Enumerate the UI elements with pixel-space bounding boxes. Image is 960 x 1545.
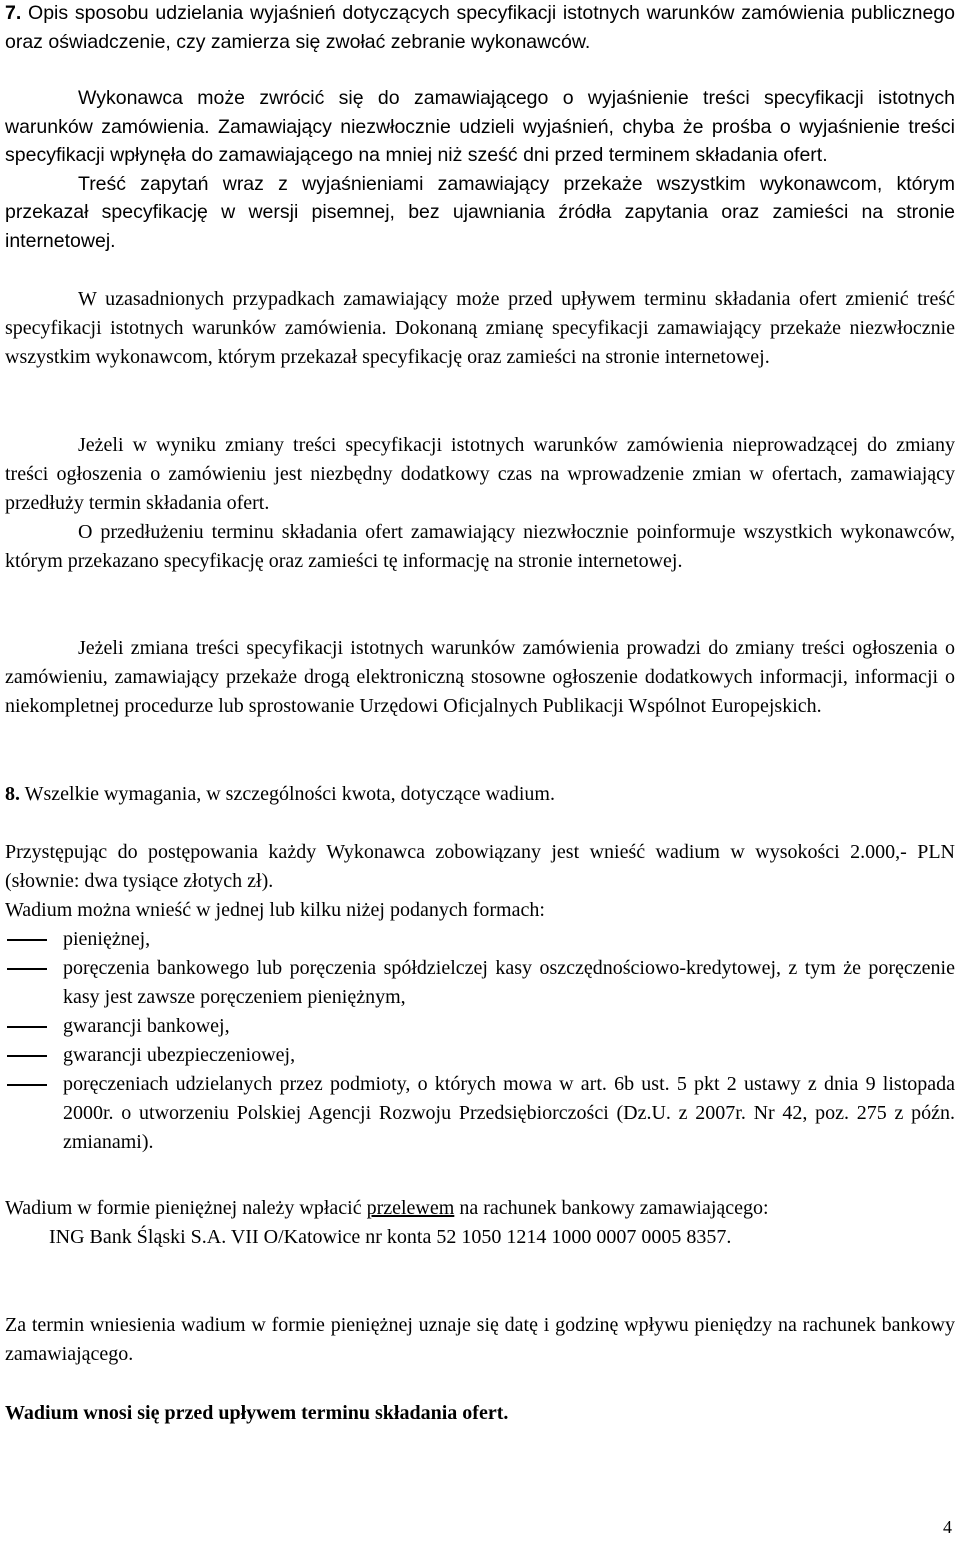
paragraph-text: Zamawiający niezwłocznie udzieli wyjaśnień, chyba że prośba o wyjaśnienie treści specyfikacji wpłynęła do zamawiającego na mniej niż sześć dni przed terminem składania ofert. [5,115,956,166]
dash-icon [7,968,47,970]
section-7-change-paragraphs [5,431,955,576]
dash-icon [7,1055,47,1057]
dash-icon [7,1026,47,1028]
section-8-heading [5,780,955,809]
underlined-term: przelewem [366,1197,455,1219]
bank-transfer-paragraph [5,1194,955,1252]
section-7-publication-paragraph [5,634,955,721]
paragraph: Za termin wniesienia wadium w formie pieniężnej uznaje się datę i godzinę wpływu pieniędzy na rachunek bankowy zamawiającego. [5,1314,955,1365]
wadium-forms-list [5,925,955,1157]
paragraph: Przystępując do postępowania każdy Wykonawca zobowiązany jest wnieść wadium w wysokości 2.000,- PLN (słownie: dwa tysiące złotych zł). [5,841,955,892]
bank-account-line: ING Bank Śląski S.A. VII O/Katowice nr konta 52 1050 1214 1000 0007 0005 8357. [49,1226,732,1248]
list-item: gwarancji bankowej, [5,1012,955,1041]
paragraph-text: W uzasadnionych przypadkach zamawiający może przed upływem terminu składania ofert zmienić treść specyfikacji istotnych warunków zamówienia. [5,288,955,339]
paragraph: Wadium można wnieść w jednej lub kilku niżej podanych formach: [5,899,545,921]
paragraph: O przedłużeniu terminu składania ofert zamawiający niezwłocznie poinformuje wszystkich wykonawców, którym przekazano specyfikację oraz zamieści tę informację na stronie internetowej. [5,521,955,572]
dash-icon [7,1084,47,1086]
paragraph-text: Dokonaną zmianę specyfikacji zamawiający przekaże niezwłocznie wszystkim wykonawcom, którym przekazał specyfikację oraz zamieści na stronie internetowej. [5,317,956,368]
paragraph: Jeżeli zmiana treści specyfikacji istotnych warunków zamówienia prowadzi do zmiany treści ogłoszenia o zamówieniu, zamawiający przekaże drogą elektroniczną stosowne ogłoszenie dodatkowych informacji, informacji o niekompletnej procedurze lub sprostowanie Urzędowi Oficjalnych Publikacji Wspólnot Europejskich. [5,637,955,717]
paragraph: Jeżeli w wyniku zmiany treści specyfikacji istotnych warunków zamówienia nieprowadzącej do zmiany treści ogłoszenia o zamówieniu jest niezbędny dodatkowy czas na wprowadzenie zmian w ofertach, zamawiający przedłuży termin składania ofert. [5,434,955,514]
list-item: pieniężnej, [5,925,955,954]
paragraph [5,285,955,372]
list-item: poręczenia bankowego lub poręczenia spółdzielczej kasy oszczędnościowo-kredytowej, z tym że poręczenie kasy jest zawsze poręczeniem pieniężnym, [5,954,955,1012]
list-item: poręczeniach udzielanych przez podmioty, o których mowa w art. 6b ust. 5 pkt 2 ustawy z dnia 9 listopada 2000r. o utworzeniu Polskiej Agencji Rozwoju Przedsiębiorczości (Dz.U. z 2007r. Nr 42, poz. 275 z późn. zmianami). [5,1070,955,1157]
payment-date-paragraph [5,1311,955,1369]
list-item: gwarancji ubezpieczeniowej, [5,1041,955,1070]
section-8-number: 8. [5,783,20,805]
dash-icon [7,939,47,941]
paragraph: Treść zapytań wraz z wyjaśnieniami zamawiający przekaże wszystkim wykonawcom, którym przekazał specyfikację w wersji pisemnej, bez ujawniania źródła zapytania oraz zamieści na stronie internetowej. [5,172,955,252]
section-7-serif-body [5,285,955,372]
closing-statement [5,1399,955,1428]
section-7-title: Opis sposobu udzielania wyjaśnień dotyczących specyfikacji istotnych warunków zamówienia publicznego oraz oświadczenie, czy zamierza się zwołać zebranie wykonawców. [5,2,956,53]
section-8-title: Wszelkie wymagania, w szczególności kwota, dotyczące wadium. [24,783,555,805]
closing-bold-text: Wadium wnosi się przed upływem terminu składania ofert. [5,1402,509,1424]
section-7-heading [5,0,955,56]
section-7-body [5,84,955,255]
section-7-number: 7. [5,2,22,24]
section-8-body [5,838,955,1157]
paragraph-text: Wykonawca może zwrócić się do zamawiającego o wyjaśnienie treści specyfikacji istotnych warunków zamówienia. [5,87,955,138]
paragraph [5,84,955,170]
paragraph: Wadium w formie pieniężnej należy wpłacić przelewem na rachunek bankowy zamawiającego: [5,1197,769,1219]
page-number: 4 [943,1517,952,1537]
